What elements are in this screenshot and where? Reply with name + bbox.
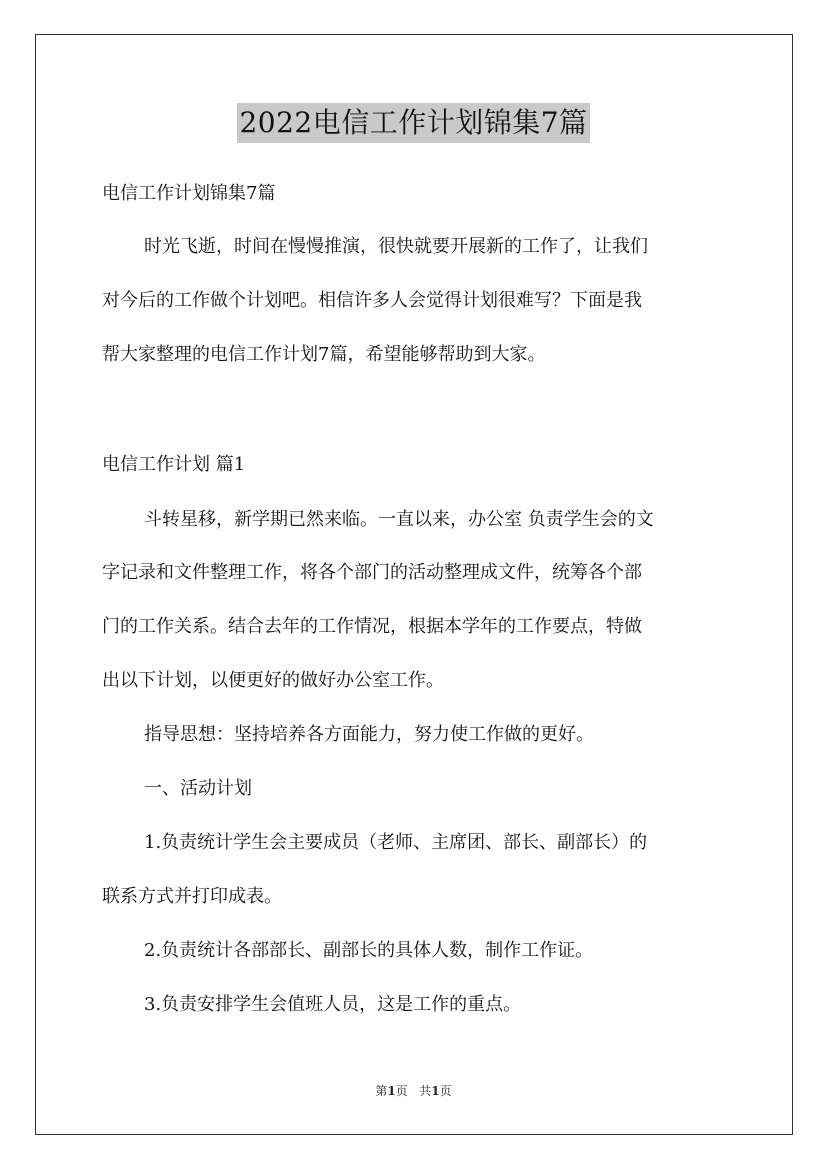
guiding-idea: 指导思想：坚持培养各方面能力，努力使工作做的更好。: [144, 724, 594, 745]
section-heading: 电信工作计划 篇1: [102, 454, 246, 475]
section-line: 门的工作关系。结合去年的工作情况，根据本学年的工作要点，特做: [102, 616, 642, 637]
plan-heading: 一、活动计划: [144, 778, 252, 799]
page-number: 1: [387, 1084, 396, 1098]
intro-line: 时光飞逝，时间在慢慢推演，很快就要开展新的工作了，让我们: [144, 236, 648, 257]
plan-item: 联系方式并打印成表。: [102, 886, 282, 907]
intro-line: 对今后的工作做个计划吧。相信许多人会觉得计划很难写？下面是我: [102, 290, 642, 311]
document-title: 2022电信工作计划锦集7篇: [237, 103, 589, 143]
section-line: 出以下计划，以便更好的做好办公室工作。: [102, 670, 444, 691]
document-subtitle: 电信工作计划锦集7篇: [102, 183, 276, 204]
total-label-suffix: 页: [439, 1084, 452, 1098]
plan-item: 1.负责统计学生会主要成员（老师、主席团、部长、副部长）的: [144, 832, 648, 853]
plan-item: 2.负责统计各部部长、副部长的具体人数，制作工作证。: [144, 940, 594, 961]
plan-item: 3.负责安排学生会值班人员，这是工作的重点。: [144, 994, 522, 1015]
total-label-prefix: 共: [419, 1084, 432, 1098]
intro-line: 帮大家整理的电信工作计划7篇，希望能够帮助到大家。: [102, 344, 546, 365]
page-label-suffix: 页: [395, 1084, 408, 1098]
total-pages: 1: [431, 1084, 440, 1098]
section-line: 斗转星移，新学期已然来临。一直以来，办公室 负责学生会的文: [144, 509, 654, 530]
section-line: 字记录和文件整理工作，将各个部门的活动整理成文件，统筹各个部: [102, 562, 642, 583]
page-footer: [0, 1083, 827, 1099]
title-container: [0, 103, 827, 143]
page-label-prefix: 第: [375, 1084, 388, 1098]
